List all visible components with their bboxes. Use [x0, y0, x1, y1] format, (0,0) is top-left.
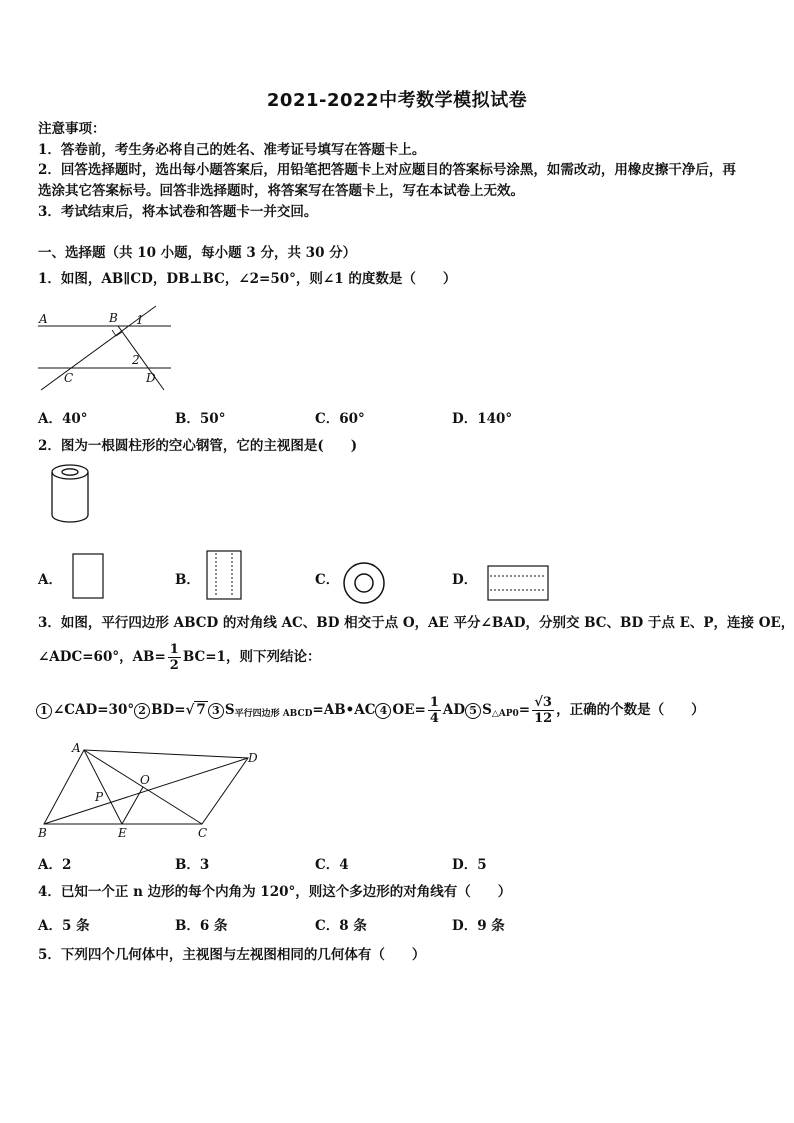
q3-option-b: B．3 [175, 857, 210, 873]
q3-conclusion-3-pre: S [224, 702, 235, 718]
q3-fraction-quarter [428, 695, 441, 726]
q3-circled-1: 1 [36, 703, 52, 719]
q3-sqrt-radicand: 7 [196, 702, 206, 718]
q2-option-a-figure [70, 552, 106, 602]
q3-fraction-quarter-num: 1 [429, 695, 439, 710]
q3-circled-2: 2 [134, 703, 150, 719]
q1-figure [36, 302, 176, 394]
q3-label-c: C [198, 826, 208, 840]
q3-line2-pre: ∠ADC=60°，AB= [38, 649, 166, 665]
q3-label-d: D [248, 751, 258, 765]
q3-conclusion-4-pre: OE= [392, 702, 426, 718]
q3-option-d: D．5 [452, 857, 487, 873]
q3-conclusion-3-sub: 平行四边形 ABCD [234, 709, 313, 719]
q4-option-a: A．5 条 [38, 918, 90, 934]
q3-circled-3: 3 [208, 703, 224, 719]
q4-option-b: B．6 条 [175, 918, 228, 934]
q1-option-c: C．60° [315, 411, 365, 427]
q3-fraction-half-num: 1 [169, 642, 179, 657]
q2-option-c: C． [315, 572, 340, 588]
q3-fraction-sqrt3-den: 12 [534, 711, 553, 726]
q3-fraction-sqrt3 [532, 695, 554, 726]
q3-fraction-half-den: 2 [169, 658, 179, 673]
q3-line2-post: BC=1，则下列结论： [182, 649, 321, 665]
page-title: 2021-2022中考数学模拟试卷 [266, 90, 528, 111]
q2-option-b-figure [204, 549, 244, 603]
q3-option-c: C．4 [315, 857, 349, 873]
q3-conclusion-5-sub: △AP0 [491, 709, 519, 719]
q2-stem: 2．图为一根圆柱形的空心钢管，它的主视图是( ) [38, 438, 358, 454]
q3-label-a: A [72, 741, 81, 755]
q1-label-1: 1 [136, 313, 144, 327]
q3-label-p: P [95, 790, 104, 804]
q3-sqrt [186, 690, 208, 730]
q1-label-d: D [146, 371, 156, 385]
q3-label-e: E [118, 826, 127, 840]
q3-circled-5: 5 [465, 703, 481, 719]
q3-stem-line2 [38, 640, 320, 674]
q3-stem-line1: 3．如图，平行四边形 ABCD 的对角线 AC、BD 相交于点 O，AE 平分∠BAD，分别交 BC、BD 于点 E、P，连接 OE， [38, 615, 794, 631]
q3-sqrt-sign: √ [185, 702, 195, 718]
q3-fraction-quarter-den: 4 [429, 711, 439, 726]
section-heading: 一、选择题（共 10 小题，每小题 3 分，共 30 分） [38, 245, 357, 261]
q2-option-d-figure [485, 563, 551, 605]
q3-label-b: B [38, 826, 47, 840]
q4-stem: 4．已知一个正 n 边形的每个内角为 120°，则这个多边形的对角线有（ ） [38, 884, 512, 900]
q1-label-b: B [109, 311, 118, 325]
notice-header: 注意事项： [38, 121, 106, 137]
q4-option-c: C．8 条 [315, 918, 367, 934]
q1-option-a: A．40° [38, 411, 88, 427]
q2-option-a: A． [38, 572, 62, 588]
q1-stem: 1．如图，AB∥CD，DB⊥BC，∠2=50°，则∠1 的度数是（ ） [38, 271, 457, 287]
notice-item-1: 1．答卷前，考生务必将自己的姓名、准考证号填写在答题卡上。 [38, 142, 426, 158]
q3-parallelogram-figure [36, 740, 266, 842]
notice-item-2b: 选涂其它答案标号。回答非选择题时，将答案写在答题卡上，写在本试卷上无效。 [38, 183, 524, 199]
q3-conclusions [36, 690, 705, 734]
q3-option-a: A．2 [38, 857, 72, 873]
q3-conclusion-3-post: =AB•AC [312, 702, 376, 718]
notice-item-2a: 2．回答选择题时，选出每小题答案后，用铅笔把答题卡上对应题目的答案标号涂黑，如需改动，用橡皮擦干净后，再 [38, 162, 736, 178]
q3-fraction-half [168, 642, 181, 673]
q1-option-d: D．140° [452, 411, 513, 427]
q5-stem: 5．下列四个几何体中，主视图与左视图相同的几何体有（ ） [38, 947, 426, 963]
q3-tail: ，正确的个数是（ ） [556, 702, 705, 718]
q2-cylinder-figure [48, 463, 94, 525]
q1-option-b: B．50° [175, 411, 226, 427]
q4-option-d: D．9 条 [452, 918, 505, 934]
q3-conclusion-4-post: AD [442, 702, 466, 718]
q2-option-d: D． [452, 572, 478, 588]
q1-label-c: C [64, 371, 74, 385]
q3-conclusion-1: ∠CAD=30° [53, 702, 135, 718]
q1-label-a: A [39, 312, 48, 326]
q3-conclusion-5-eq: = [518, 702, 531, 718]
q2-option-b: B． [175, 572, 200, 588]
q3-fraction-sqrt3-num: √3 [534, 695, 552, 710]
notice-item-3: 3．考试结束后，将本试卷和答题卡一并交回。 [38, 204, 318, 220]
q2-option-c-figure [341, 560, 387, 606]
q3-conclusion-2-pre: BD= [151, 702, 186, 718]
q3-circled-4: 4 [375, 703, 391, 719]
q1-label-2: 2 [132, 353, 140, 367]
q3-label-o: O [140, 773, 150, 787]
q3-conclusion-5-pre: S [482, 702, 492, 718]
